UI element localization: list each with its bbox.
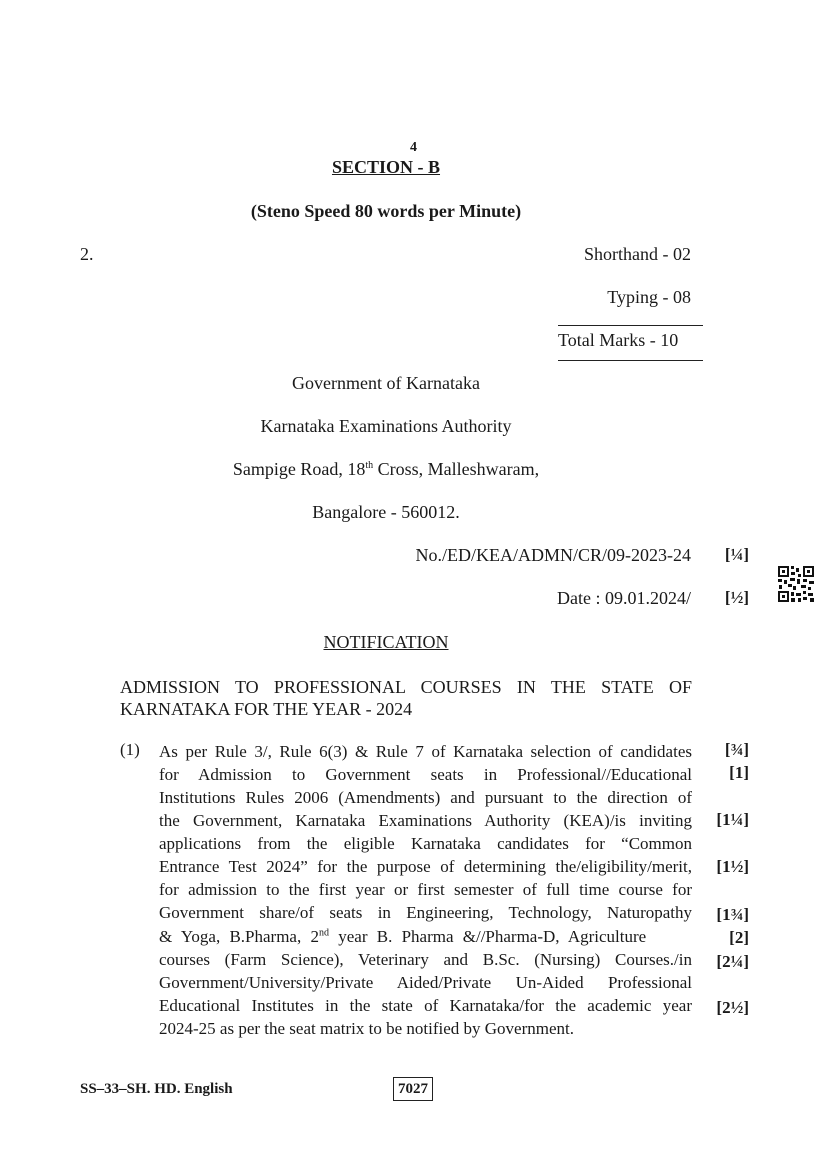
footer-paper-code: SS–33–SH. HD. English <box>80 1081 233 1097</box>
paragraph-line: 2024-25 as per the seat matrix to be notified by Government. <box>159 1019 574 1038</box>
page-number: 4 <box>410 140 417 155</box>
reference-date: Date : 09.01.2024/ <box>557 588 691 608</box>
paragraph-line: Entrance Test 2024” for the purpose of determining the/eligibility/merit, <box>159 857 692 876</box>
total-marks-box <box>558 325 703 361</box>
paragraph-mark: [1¼] <box>716 810 749 829</box>
paragraph-line: for admission to the first year or first semester of full time course for <box>159 880 692 899</box>
section-title: SECTION - B <box>331 157 441 177</box>
address-line-authority: Karnataka Examinations Authority <box>260 416 512 436</box>
paragraph-mark: [1] <box>729 763 749 782</box>
paragraph-line: for Admission to Government seats in Professional//Educational <box>159 765 692 784</box>
paragraph-line: applications from the eligible Karnataka candidates for “Common <box>159 834 692 853</box>
reference-date-mark: [½] <box>724 588 749 607</box>
shorthand-marks: Shorthand - 02 <box>584 244 691 264</box>
street-text: Sampige Road, 18 <box>232 459 366 479</box>
reference-number: No./ED/KEA/ADMN/CR/09-2023-24 <box>415 545 691 565</box>
notification-title: NOTIFICATION <box>323 632 449 652</box>
paragraph-mark: [2½] <box>716 998 749 1017</box>
address-line-city: Bangalore - 560012. <box>312 502 460 522</box>
paragraph-mark: [¾] <box>724 740 749 759</box>
qr-code-icon <box>777 565 815 603</box>
steno-speed-subtitle: (Steno Speed 80 words per Minute) <box>250 201 522 221</box>
notification-heading: ADMISSION TO PROFESSIONAL COURSES IN THE STATE OF KARNATAKA FOR THE YEAR - 2024 <box>120 677 692 719</box>
ordinal-suffix: nd <box>318 927 329 939</box>
paragraph-mark: [1¾] <box>716 905 749 924</box>
paragraph-mark: [2] <box>729 928 749 947</box>
reference-number-mark: [¼] <box>724 545 749 564</box>
address-line-street <box>0 459 772 480</box>
total-marks: Total Marks - 10 <box>558 330 679 350</box>
paragraph-line: courses (Farm Science), Veterinary and B.Sc. (Nursing) Courses./in <box>159 950 692 969</box>
paragraph-line: Government share/of seats in Engineering, Technology, Naturopathy <box>159 903 692 922</box>
street-text-rest: Cross, Malleshwaram, <box>373 459 540 479</box>
paragraph-mark: [1½] <box>716 857 749 876</box>
footer-paper-number: 7027 <box>393 1077 433 1101</box>
paragraph-mark: [2¼] <box>716 952 749 971</box>
paragraph-line: Institutions Rules 2006 (Amendments) and pursuant to the direction of <box>159 788 692 807</box>
paragraph-line: Educational Institutes in the state of Karnataka/for the academic year <box>159 996 692 1015</box>
paragraph-line: the Government, Karnataka Examinations Authority (KEA)/is inviting <box>159 811 692 830</box>
paragraph-line: As per Rule 3/, Rule 6(3) & Rule 7 of Karnataka selection of candidates <box>159 742 692 761</box>
paragraph-number: (1) <box>120 740 140 759</box>
paragraph-line: Government/University/Private Aided/Private Un-Aided Professional <box>159 973 692 992</box>
ordinal-suffix: th <box>365 460 374 471</box>
paragraph-line <box>159 925 692 948</box>
question-number: 2. <box>80 244 94 264</box>
line-text: & Yoga, B.Pharma, 2 <box>159 927 319 946</box>
address-line-government: Government of Karnataka <box>292 373 480 393</box>
line-text-rest: year B. Pharma &//Pharma-D, Agriculture <box>328 927 647 946</box>
typing-marks: Typing - 08 <box>607 287 691 307</box>
